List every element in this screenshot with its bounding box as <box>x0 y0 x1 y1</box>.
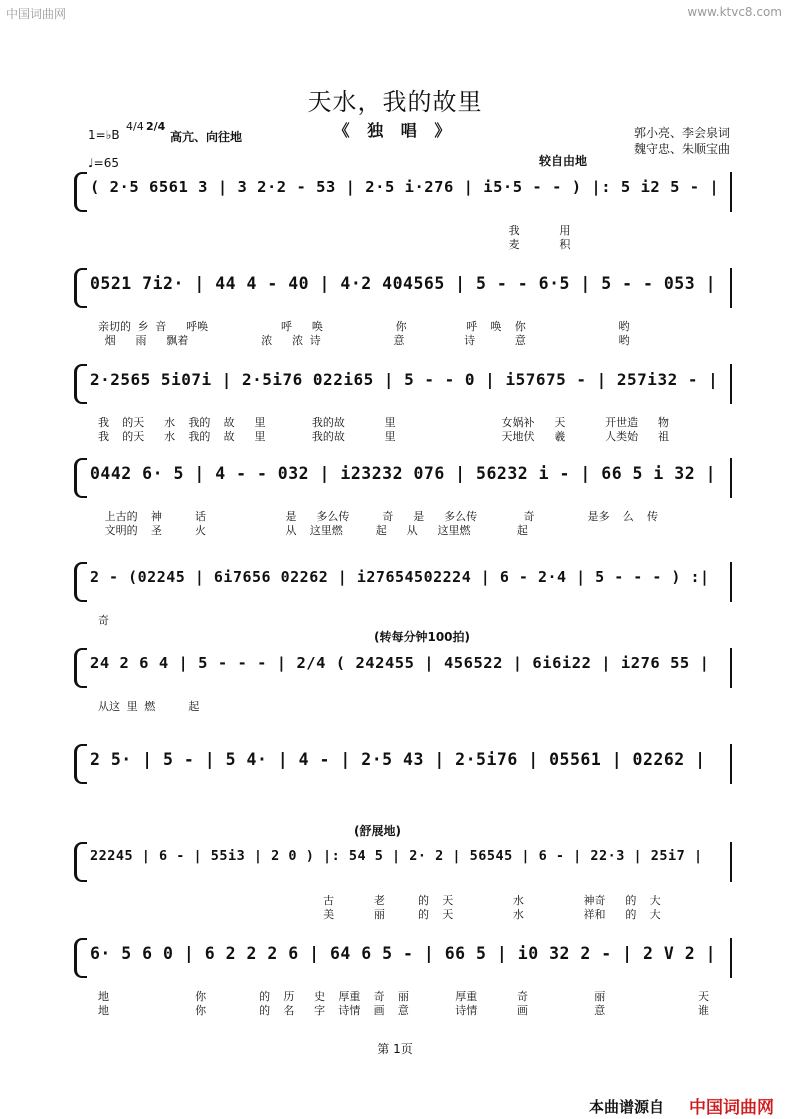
tempo-hint: 较自由地 <box>539 154 588 168</box>
system-barline <box>730 458 732 498</box>
song-title: 天水，我的故里 <box>307 88 483 116</box>
notation-line: 0521 7i2· | 44 4 - 40 | 4·2 404565 | 5 - - 6·5 | 5 - - 053 | <box>90 274 717 293</box>
system-barline <box>730 648 732 688</box>
lyric-line-1: 上古的 神 话 是 多么传 奇 是 多么传 奇 是多 么 传 <box>98 510 658 523</box>
notation-line: 24 2 6 4 | 5 - - - | 2/4 ( 242455 | 456522 | 6i6i22 | i276 55 | <box>90 654 710 672</box>
page-number: 第 1页 <box>377 1042 413 1056</box>
system-barline <box>730 172 732 212</box>
key-signature: 1=♭B <box>88 128 120 142</box>
score-system <box>74 268 732 348</box>
system-brace <box>74 458 87 498</box>
tempo-hint: (舒展地) <box>354 824 401 838</box>
lyric-line-1: 奇 <box>98 614 109 627</box>
lyric-line-2: 麦 积 <box>98 238 571 251</box>
tempo-marking: ♩=65 <box>88 156 119 170</box>
lyric-line-1: 古 老 的 天 水 神奇 的 大 <box>98 894 661 907</box>
lyric-line-2: 我 的天 水 我的 故 里 我的故 里 天地伏 羲 人类始 祖 <box>98 430 669 443</box>
composer: 魏守忠、朱顺宝曲 <box>633 142 730 156</box>
system-brace <box>74 172 87 212</box>
style-marking: 高亢、向往地 <box>170 130 243 144</box>
score-system <box>74 824 732 922</box>
system-brace <box>74 562 87 602</box>
footer-source: 本曲谱源自 <box>588 1098 664 1116</box>
watermark-right: www.ktvc8.com <box>687 5 782 19</box>
system-brace <box>74 744 87 784</box>
system-brace <box>74 938 87 978</box>
lyric-line-1: 我 的天 水 我的 故 里 我的故 里 女娲补 天 开世造 物 <box>98 416 669 429</box>
notation-line: ( 2·5 6561 3 | 3 2·2 - 53 | 2·5 i·276 | i5·5 - - ) |: 5 i2 5 - | <box>90 178 720 196</box>
system-barline <box>730 938 732 978</box>
notation-line: 6· 5 6 0 | 6 2 2 2 6 | 64 6 5 - | 66 5 | i0 32 2 - | 2 V 2 | <box>90 944 717 963</box>
score-system <box>74 938 732 1018</box>
score-system <box>74 458 732 538</box>
score-system <box>74 744 732 824</box>
system-barline <box>730 364 732 404</box>
notation-line: 2·2565 5i07i | 2·5i76 022i65 | 5 - - 0 | i57675 - | 257i32 - | <box>90 370 719 389</box>
system-brace <box>74 842 87 882</box>
lyric-line-1: 亲切的 乡 音 呼唤 呼 唤 你 呼 唤 你 哟 <box>98 320 630 333</box>
system-barline <box>730 268 732 308</box>
lyric-line-1: 地 你 的 历 史 厚重 奇 丽 厚重 奇 丽 天 <box>98 990 709 1003</box>
system-brace <box>74 268 87 308</box>
notation-line: 2 5· | 5 - | 5 4· | 4 - | 2·5 43 | 2·5i76 | 05561 | 02262 | <box>90 750 706 769</box>
credits <box>634 125 730 157</box>
notation-line: 2 - (02245 | 6i7656 02262 | i27654502224 | 6 - 2·4 | 5 - - - ) :| <box>90 568 710 586</box>
lyric-line-2: 文明的 圣 火 从 这里燃 起 从 这里燃 起 <box>98 524 528 537</box>
system-brace <box>74 364 87 404</box>
score-system <box>74 364 732 444</box>
tempo-hint: (转每分钟100拍) <box>374 630 471 644</box>
notation-line: 0442 6· 5 | 4 - - 032 | i23232 076 | 56232 i - | 66 5 i 32 | <box>90 464 717 483</box>
watermark-left: 中国词曲网 <box>6 7 67 21</box>
notation-line: 22245 | 6 - | 55i3 | 2 0 ) |: 54 5 | 2· 2 | 56545 | 6 - | 22·3 | 25i7 | <box>90 848 703 864</box>
lyric-line-2: 美 丽 的 天 水 祥和 的 大 <box>98 908 661 921</box>
time-signature-b: 2/4 <box>146 120 166 133</box>
score-system <box>74 154 732 252</box>
lyric-line-1: 我 用 <box>98 224 571 237</box>
lyric-line-2: 地 你 的 名 字 诗情 画 意 诗情 画 意 谁 <box>98 1004 709 1017</box>
system-brace <box>74 648 87 688</box>
footer-site: 中国词曲网 <box>689 1098 774 1118</box>
system-barline <box>730 744 732 784</box>
system-barline <box>730 842 732 882</box>
system-barline <box>730 562 732 602</box>
score-system <box>74 630 732 728</box>
lyric-line-1: 从这 里 燃 起 <box>98 700 200 713</box>
song-subtitle: 《 独 唱 》 <box>333 121 457 140</box>
time-signature-a: 4/4 <box>126 120 144 133</box>
lyricist: 郭小亮、李会泉词 <box>633 126 730 140</box>
lyric-line-2: 烟 雨 飘着 浓 浓 诗 意 诗 意 哟 <box>98 334 630 347</box>
